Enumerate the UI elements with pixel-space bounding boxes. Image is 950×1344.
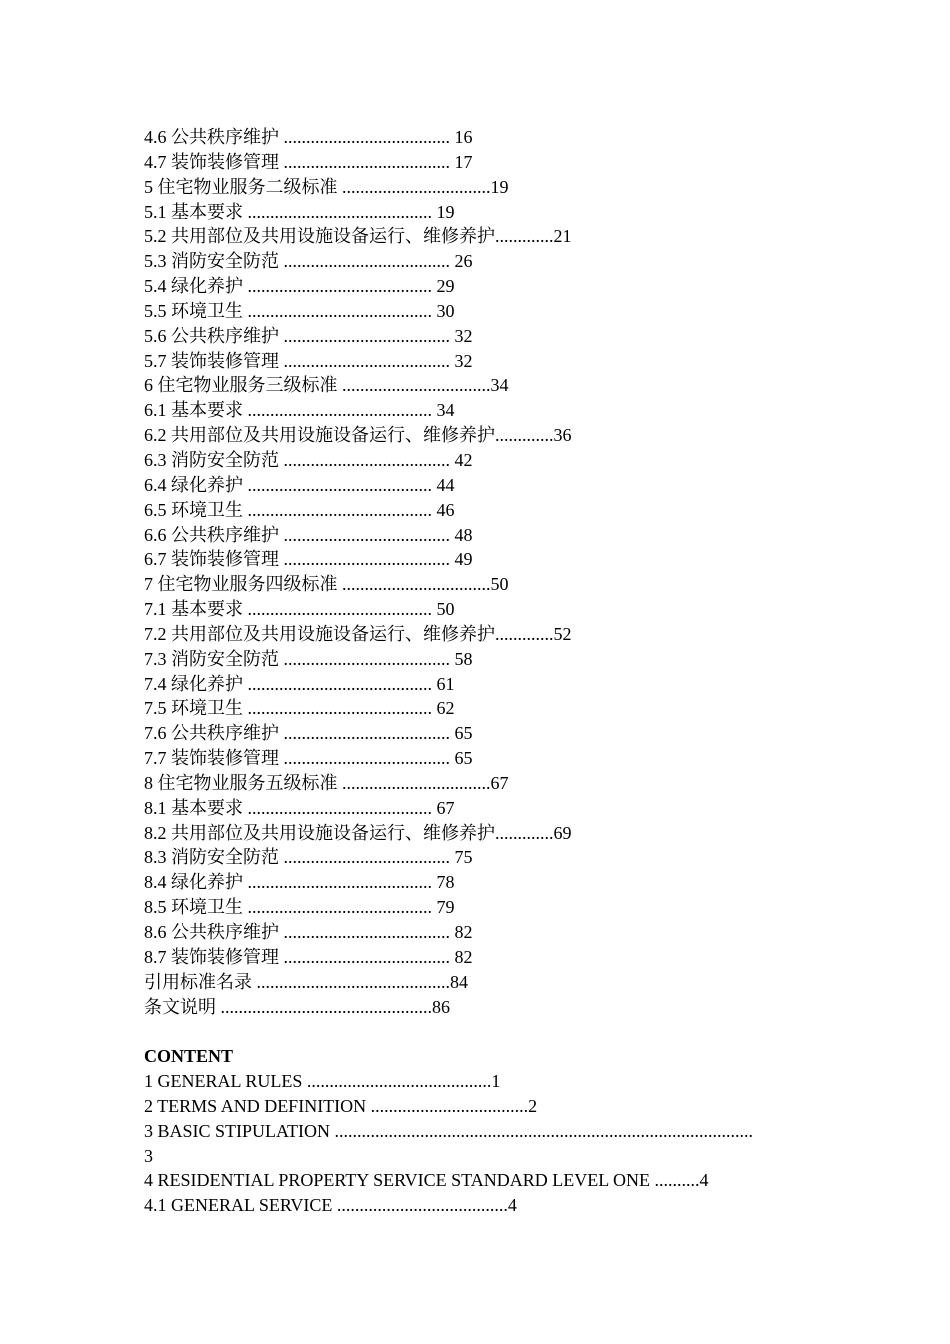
toc-entry: 6.6 公共秩序维护 ..................................... 48	[144, 524, 473, 545]
toc-entry: 8.2 共用部位及共用设施设备运行、维修养护.............69	[144, 822, 572, 843]
toc-entry: 6.7 装饰装修管理 ..................................... 49	[144, 549, 473, 570]
table-of-contents	[144, 125, 824, 1218]
toc-entry: 2 TERMS AND DEFINITION ...................................2	[144, 1095, 538, 1116]
toc-entry: 7.1 基本要求 ......................................... 50	[144, 599, 455, 620]
toc-entry: 7.2 共用部位及共用设施设备运行、维修养护.............52	[144, 623, 572, 644]
toc-entry: 6 住宅物业服务三级标准 .................................34	[144, 375, 509, 396]
toc-entry-page-number: 3	[144, 1145, 153, 1166]
toc-entry: 5.2 共用部位及共用设施设备运行、维修养护.............21	[144, 226, 572, 247]
toc-entry: 4.6 公共秩序维护 ..................................... 16	[144, 127, 473, 147]
toc-entry: 5.7 装饰装修管理 ..................................... 32	[144, 350, 473, 371]
toc-entry: 条文说明 ...............................................86	[144, 996, 450, 1017]
toc-entry: 7.5 环境卫生 ......................................... 62	[144, 698, 455, 719]
toc-entry: 5.5 环境卫生 ......................................... 30	[144, 300, 455, 321]
toc-entry: 5 住宅物业服务二级标准 .................................19	[144, 176, 509, 197]
content-heading: CONTENT	[144, 1046, 234, 1067]
toc-entry: 6.2 共用部位及共用设施设备运行、维修养护.............36	[144, 425, 572, 446]
toc-entry: 1 GENERAL RULES .........................................1	[144, 1071, 501, 1092]
toc-entry: 7.6 公共秩序维护 ..................................... 65	[144, 723, 473, 744]
toc-entry: 8.7 装饰装修管理 ..................................... 82	[144, 946, 473, 967]
toc-entry: 引用标准名录 ...........................................84	[144, 971, 468, 992]
toc-entry: 6.3 消防安全防范 ..................................... 42	[144, 449, 473, 470]
toc-entry: 5.1 基本要求 ......................................... 19	[144, 201, 455, 222]
toc-entry: 7.3 消防安全防范 ..................................... 58	[144, 648, 473, 669]
toc-entry: 7 住宅物业服务四级标准 .................................50	[144, 574, 509, 595]
toc-entry: 5.3 消防安全防范 ..................................... 26	[144, 251, 473, 272]
toc-entry: 5.4 绿化养护 ......................................... 29	[144, 276, 455, 297]
toc-entry: 6.1 基本要求 ......................................... 34	[144, 400, 455, 421]
toc-entry: 7.4 绿化养护 ......................................... 61	[144, 673, 455, 694]
blank-line	[144, 1019, 824, 1044]
toc-entry: 6.5 环境卫生 ......................................... 46	[144, 499, 455, 520]
toc-entry: 5.6 公共秩序维护 ..................................... 32	[144, 325, 473, 346]
toc-entry: 8.6 公共秩序维护 ..................................... 82	[144, 922, 473, 942]
toc-entry: 8.1 基本要求 ......................................... 67	[144, 797, 455, 818]
toc-entry: 8.3 消防安全防范 ..................................... 75	[144, 847, 473, 868]
toc-entry: 7.7 装饰装修管理 ..................................... 65	[144, 748, 473, 769]
toc-entry: 4.1 GENERAL SERVICE ......................................4	[144, 1195, 517, 1216]
toc-entry: 8.5 环境卫生 ......................................... 79	[144, 897, 455, 918]
toc-entry: 3 BASIC STIPULATION .............................................................................................	[144, 1120, 754, 1141]
toc-entry: 4.7 装饰装修管理 ..................................... 17	[144, 151, 473, 172]
toc-entry: 6.4 绿化养护 ......................................... 44	[144, 474, 455, 495]
toc-entry: 8.4 绿化养护 ......................................... 78	[144, 872, 455, 893]
toc-entry: 4 RESIDENTIAL PROPERTY SERVICE STANDARD LEVEL ONE ..........4	[144, 1170, 709, 1191]
toc-entry: 8 住宅物业服务五级标准 .................................67	[144, 772, 509, 793]
